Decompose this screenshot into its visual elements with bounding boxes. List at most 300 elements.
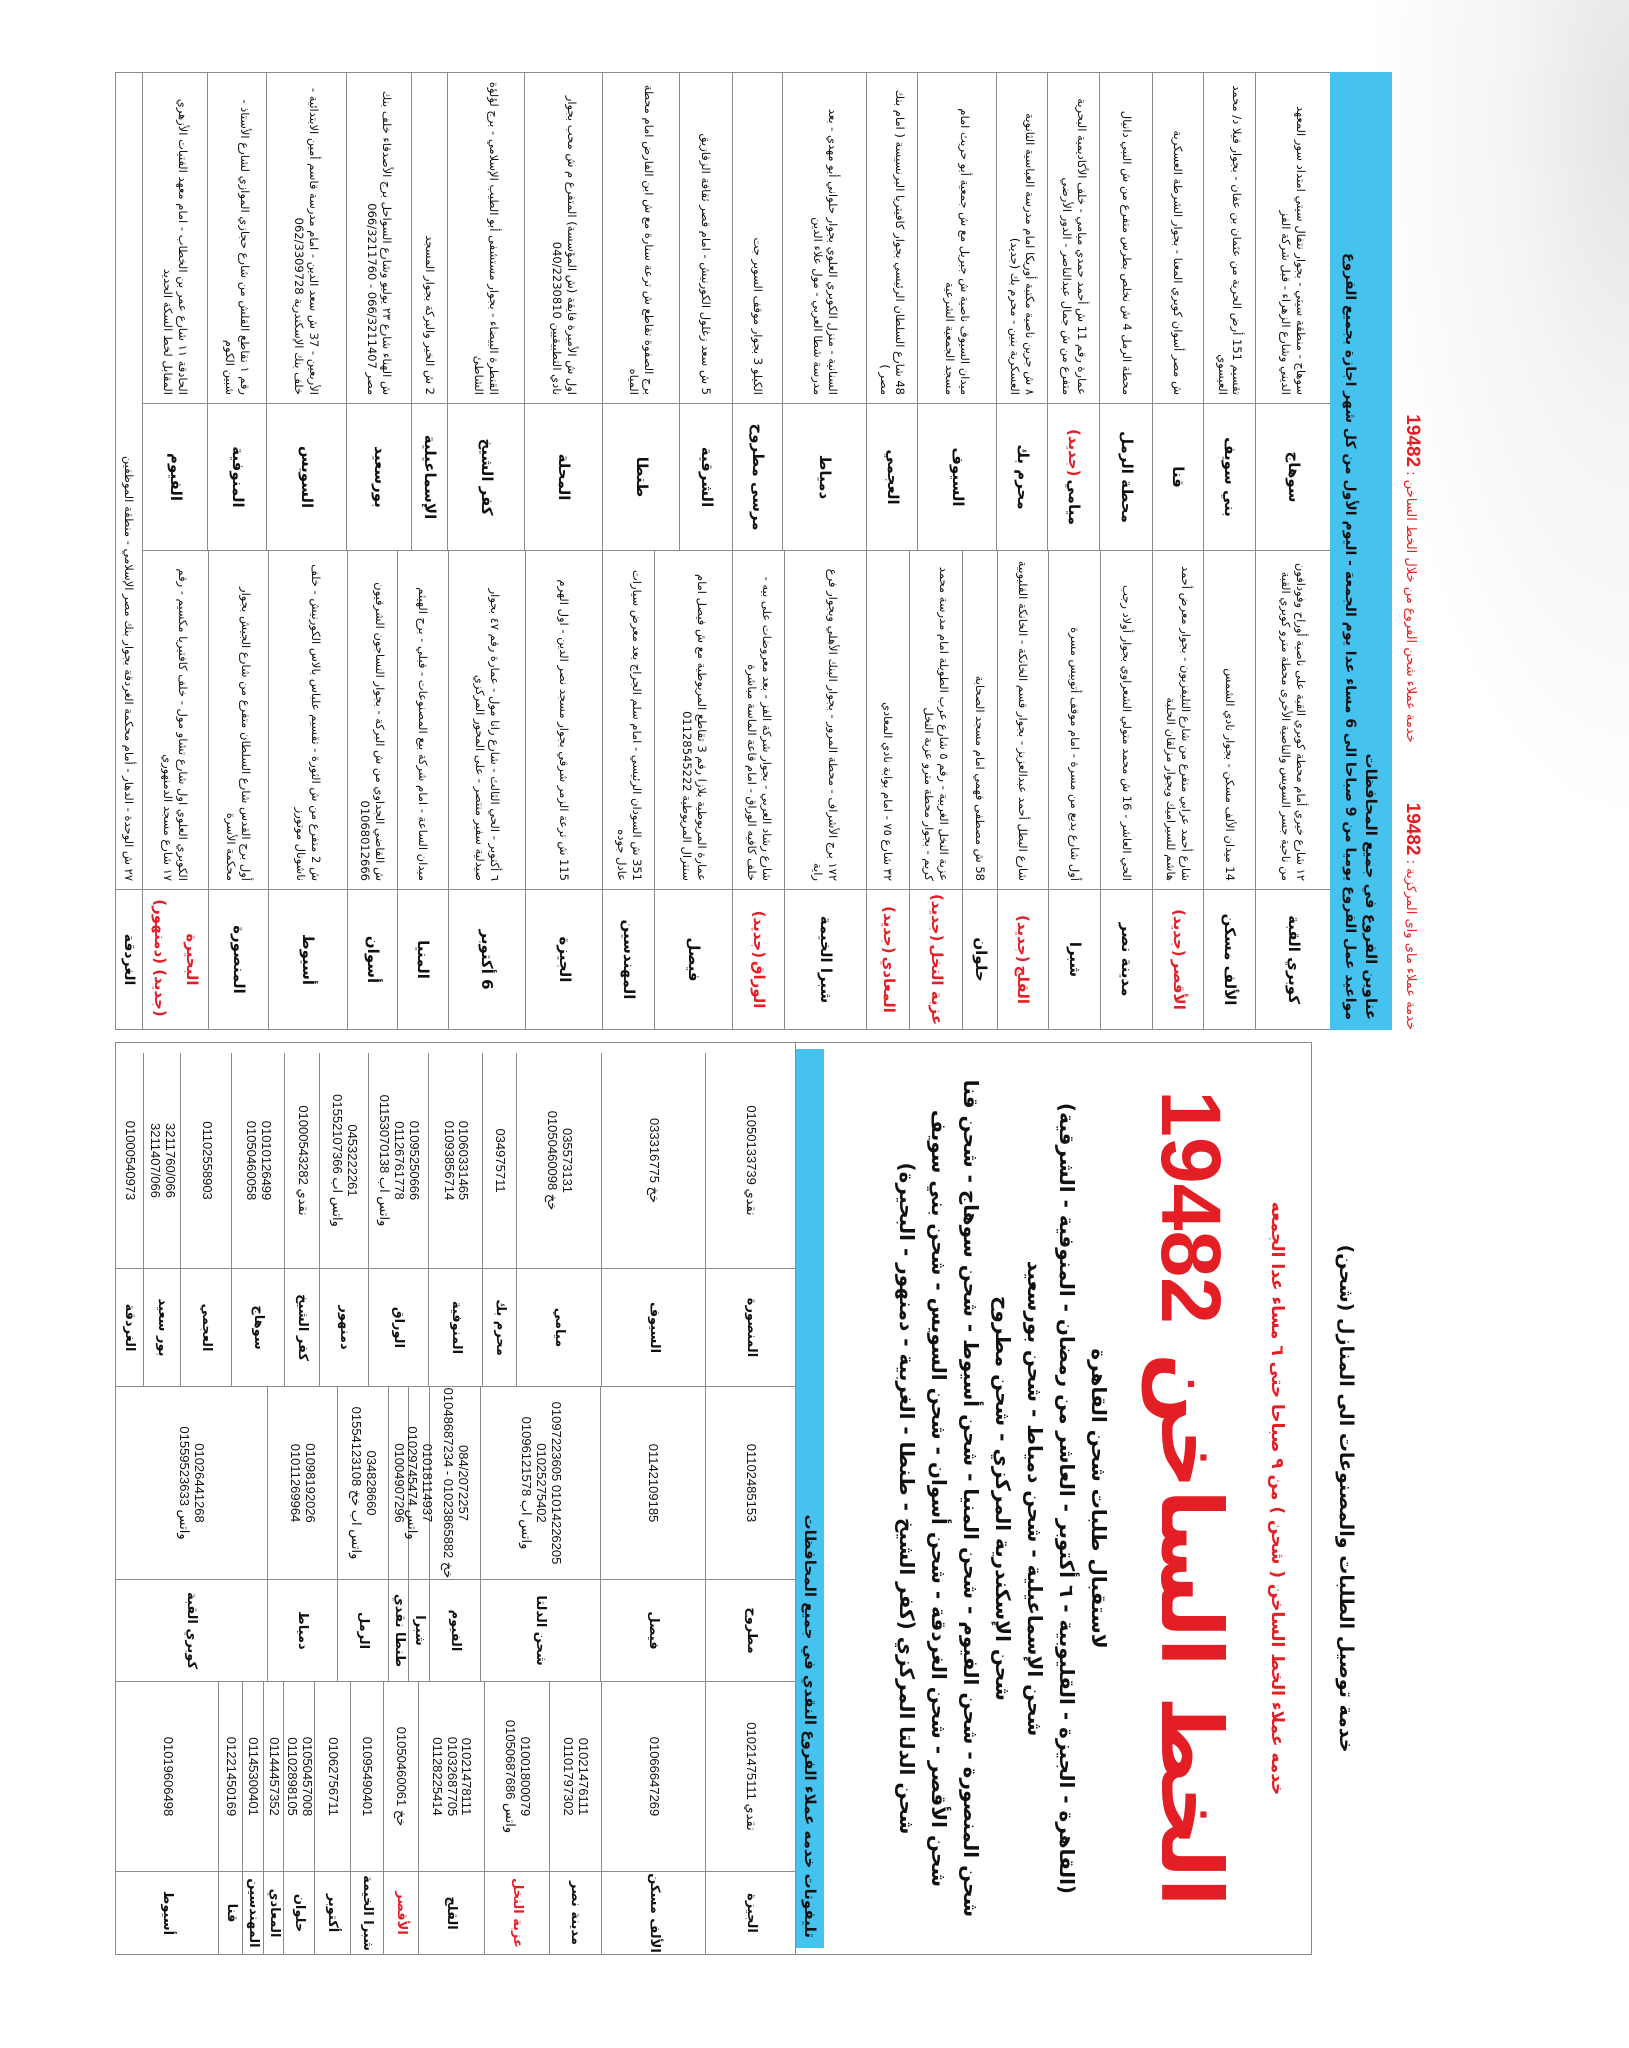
branch-row-last: [115, 72, 142, 1030]
branch-name-cell: [783, 403, 866, 550]
phone-numbers: [369, 1053, 428, 1268]
phone-number[interactable]: خخ 01050460098: [544, 1110, 560, 1211]
branch-name: كفر الشيخ: [477, 438, 496, 516]
branch-name-cell: [867, 889, 909, 1029]
branch-row: [411, 73, 447, 550]
phone-number[interactable]: واتس 01029745474: [405, 1426, 421, 1540]
new-branch-badge: (جديد): [879, 906, 898, 954]
phone-number[interactable]: واتس اب خخ 01554123108: [348, 1406, 364, 1560]
branch-address: محطة الرمل 4 ش نخلص بطرس متفرع من ش النبي دانيال: [1119, 110, 1134, 395]
branch-name-cell: [1204, 403, 1255, 550]
phone-number[interactable]: 01048687234 - 01023865882 خخ: [441, 1387, 457, 1579]
phone-number[interactable]: 01126761778: [391, 1121, 407, 1200]
branch-name-cell: [209, 889, 268, 1029]
branch-address: اول ش الأميرة فايقة (ش المؤسسة) المتفرع م ش محب بجوار نادي التطبيقيين 040/2230810: [549, 95, 579, 395]
branch-address: أول برج القدس شارع السلطان متفرع من شارع الجيش بجوار محكمة الأسرة: [224, 587, 254, 881]
shipping-line: شحن الإسكندرية المركزي - شحن مطروح: [991, 1296, 1015, 1701]
phone-row: [231, 1053, 283, 1386]
phone-number[interactable]: واتس اب 01096121578: [518, 1416, 534, 1550]
branch-name: دمياط: [816, 454, 835, 500]
phone-branch-name: دمياط: [268, 1579, 337, 1681]
branch-row: [266, 73, 346, 550]
phone-row: [116, 1387, 267, 1681]
phone-number[interactable]: 01010126499: [259, 1120, 275, 1201]
phone-number[interactable]: 034828660: [363, 1450, 379, 1516]
phone-row: [284, 1682, 315, 1954]
branch-name: المنصورة: [230, 925, 249, 994]
phone-number[interactable]: 01060331465: [456, 1120, 472, 1201]
branch-name-cell: [1101, 889, 1152, 1029]
delivery-subtitle: خدمه عملاء الخط الساخن ( شحن ) من ٩ صباحا حتى ٦ مساء عدا الجمعه: [1267, 1201, 1287, 1796]
branch-row: [142, 73, 207, 550]
branch-address: تقسيم 151 أرض الحرية من عثمان بن عفان - بجوار فيلا د/ محمد العيسوي: [1215, 85, 1245, 395]
branch-row: [268, 551, 347, 1029]
branch-name: الجيزة: [555, 936, 574, 983]
branch-name: السيوف: [948, 447, 967, 507]
phone-number[interactable]: 01050457008: [300, 1736, 316, 1817]
branch-name: السويس: [298, 445, 317, 509]
phone-number[interactable]: 01000540973: [122, 1120, 138, 1201]
phone-numbers: [706, 1387, 795, 1579]
branch-name-cell: [1204, 889, 1255, 1029]
branch-name: المهندسين: [620, 919, 639, 1000]
branch-address: عمارة المريوطية بلازا رقم 3 تقاطع المريوطية مع ش فيصل امام سنترال المريوطية 01128545222: [679, 574, 709, 881]
phone-numbers: [601, 1387, 705, 1579]
phone-numbers: [430, 1387, 480, 1579]
phone-number[interactable]: 084/2072257: [455, 1445, 471, 1521]
phone-numbers: [144, 1053, 181, 1268]
central-customer-service: [1401, 803, 1423, 1030]
phone-numbers: [384, 1682, 418, 1871]
phone-branch-name: المنصورة: [706, 1268, 795, 1386]
branch-address: 2 ش الخير والبركة بجوار المسجد: [423, 235, 438, 395]
phone-branch-name: الفيوم: [430, 1579, 480, 1681]
phone-number[interactable]: 01102558903: [199, 1121, 215, 1200]
phone-row: [319, 1053, 367, 1386]
branch-row: [909, 551, 962, 1029]
branch-name: العجمي: [883, 449, 902, 505]
shipping-line: شحن الإسماعيلية - شحن دمياط - شحن بورسعيد: [1023, 1260, 1047, 1737]
branch-name: شبرا الخيمة: [817, 915, 836, 1004]
hotline-header: [1397, 72, 1427, 1030]
phones-column: [116, 1386, 795, 1681]
phone-branch-name: قنا: [219, 1871, 242, 1954]
phone-number[interactable]: 01019606498: [160, 1736, 176, 1817]
branch-address: رقم ١ تقاطع القلش من شارع حجازي الموازي لشارع الأستاذ - شبين الكوم: [223, 99, 252, 395]
branch-row: [207, 73, 266, 550]
phone-branch-name: مطروح: [706, 1579, 795, 1681]
branch-phones-table: [116, 1043, 796, 1954]
phone-number[interactable]: 3211760/066: [162, 1123, 178, 1198]
phone-branch-name: بور سعيد: [144, 1268, 181, 1386]
phone-branch-name: فيصل: [601, 1579, 705, 1681]
branch-name-cell: [398, 889, 448, 1029]
phone-number[interactable]: 034975711: [492, 1128, 508, 1193]
branches-hours: مواعيد عمل الفروع يوميا من 9 صباحا الى 6 مساء عدا يوم الجمعة - اليوم الأول من كل شهر اجازة بجميع الفروع: [1342, 253, 1358, 1020]
phone-branch-name: عزبة النخل: [485, 1871, 549, 1954]
phone-row: [143, 1053, 181, 1386]
branch-address: القنطرة البيضاء - بجوار مستشفى أبو الطيب الإسلامي - برج لؤلؤة الشاطئ: [472, 81, 502, 395]
branch-name: بورسعيد: [370, 446, 389, 508]
phone-row: [705, 1387, 795, 1681]
branch-name: الإسماعيلية: [421, 434, 440, 520]
phone-row: [601, 1053, 706, 1386]
branch-address: السنانية - منزل الكوبري العلوي بجوار حلواني أبو مهدي - بعد مدرسة شطا العربي - مول علاء الدين: [810, 108, 840, 395]
phone-number[interactable]: واتس اب 01552107366: [330, 1094, 345, 1227]
branch-address: 5 ش سعد زغلول الكورنيش - امام قصر ثقافة الزقازيق: [699, 133, 714, 395]
branch-name-cell: [910, 889, 962, 1029]
phone-branch-name: مدينة نصر: [550, 1871, 601, 1954]
shipping-line: لاستقبال طلبات شحن القاهرة: [1087, 1348, 1111, 1649]
phone-number[interactable]: 0453222261: [344, 1124, 360, 1197]
phone-number[interactable]: 01021478111: [459, 1737, 475, 1816]
branch-row: [866, 551, 909, 1029]
branch-name: الألف مسكن: [1221, 913, 1240, 1006]
phone-row: [383, 1682, 418, 1954]
phone-branch-name: أكتوبر: [315, 1871, 349, 1954]
branch-name: مرسى مطروح: [749, 423, 768, 531]
branch-name: عزبة النخل: [927, 944, 946, 1026]
phone-branch-name: طنطا نقدي: [389, 1579, 409, 1681]
phone-numbers: [351, 1682, 384, 1871]
branch-name: 6 أكتوبر: [478, 929, 497, 990]
branch-row: [397, 551, 448, 1029]
phone-branch-name: ميامي: [517, 1268, 601, 1386]
branch-row: [602, 551, 654, 1029]
phone-number[interactable]: واتس 01559523633: [177, 1426, 193, 1540]
phone-number[interactable]: خخ 033316775: [646, 1117, 662, 1204]
shipping-areas: [891, 1063, 1115, 1934]
branch-row: [1048, 551, 1100, 1029]
branch-name-cell: [963, 889, 996, 1029]
phone-row: [429, 1387, 480, 1681]
phone-row: [601, 1682, 705, 1954]
phone-row: [705, 1053, 795, 1386]
branch-name: أسوان: [363, 935, 382, 984]
phone-number[interactable]: 01011269964: [288, 1443, 304, 1523]
shipping-line: شحن الدلتا المركزي (كفر الشيخ - طنطا - الغربية - دمنهور - البحيرة): [895, 1162, 919, 1835]
phone-number[interactable]: 01097223605 01014226205: [548, 1401, 564, 1565]
phone-branch-name: السيوف: [602, 1268, 706, 1386]
branch-address: 48 شارع السلطان الرئيسي بجوار كافيتريا البرنسيسة ( امام بنك مصر ): [878, 89, 908, 395]
branch-name-cell: [267, 403, 346, 550]
branch-address: 58 ش مصطفى فهمي امام مسجد الصحابة: [973, 675, 988, 881]
branch-name-cell: [655, 889, 732, 1029]
branch-address: الكوبري العلوي اول شارع تشاو مول - خلف كافتيريا مكسيم - رقم ١٧ شارع مسجد الدمنهوري: [161, 568, 191, 881]
branch-row: [784, 551, 866, 1029]
branch-row: [448, 551, 525, 1029]
hotline-banner: [1142, 1043, 1240, 1954]
phone-numbers: [602, 1053, 706, 1268]
phone-number[interactable]: 01032687705: [444, 1736, 460, 1817]
central-number: 19482: [1402, 802, 1423, 856]
branch-address: ١٧٢ برج الأشراف - محطة المرور - بجوار البنك الأهلي وبجوار فرع راية: [811, 568, 841, 881]
phone-row: [116, 1053, 143, 1386]
phone-branch-name: كوبري القبة: [116, 1579, 267, 1681]
phone-numbers: [243, 1682, 263, 1871]
branch-name: ميامي: [1065, 479, 1084, 525]
branch-row: [1255, 551, 1330, 1029]
branch-row: [346, 73, 411, 550]
phone-numbers: [285, 1682, 315, 1871]
branch-name-cell: [867, 403, 917, 550]
branch-name: المنوفية: [228, 446, 247, 508]
branch-address: ميدان السيوف ناصية ش جبريل مع ش جمعية أبو حريث امام مسجد الجمعية الشرعية: [943, 108, 973, 395]
branch-name: محرم بك: [1013, 444, 1032, 510]
branches-table-right: [142, 550, 1330, 1030]
branch-address: ٦ أكتوبر - الحي الثالث - شارع رانا مول - عمارة رقم ٤٧ بجوار صيدلية سفير منتصر - على المحور المركزي: [472, 588, 502, 881]
branch-shipping-label: خدمة عملاء شحن الفروع من خلال الخط الساخن :: [1403, 471, 1418, 743]
branch-name-cell: [1256, 889, 1330, 1029]
branch-row: [525, 551, 603, 1029]
branch-name-cell: [1256, 403, 1330, 550]
branch-row: [962, 551, 996, 1029]
phone-number[interactable]: 01018114937: [420, 1443, 436, 1523]
branch-address: 14 ميدان الألف مسكن - بجوار نادي الشمس: [1223, 668, 1238, 881]
phone-number[interactable]: 01001800079: [517, 1736, 533, 1817]
phone-number[interactable]: 01221450169: [224, 1736, 240, 1817]
phone-numbers: [264, 1682, 284, 1871]
phone-numbers: [285, 1053, 320, 1268]
branch-row: [996, 73, 1047, 550]
phone-row: [284, 1053, 320, 1386]
phone-branch-name: الأقصر: [384, 1871, 418, 1954]
branch-name-cell: [680, 403, 732, 550]
phone-number[interactable]: 01102898105: [285, 1737, 301, 1816]
phone-number[interactable]: 01026441268: [192, 1443, 208, 1523]
phone-branch-name: المنوفية: [429, 1268, 482, 1386]
phone-number[interactable]: 01004907296: [391, 1443, 407, 1523]
phone-number[interactable]: 01095250666: [406, 1120, 422, 1201]
phone-row: [314, 1682, 349, 1954]
branch-name-cell: [143, 403, 207, 550]
branch-name: الشرقية: [697, 446, 716, 508]
phone-number[interactable]: 01144457352: [267, 1737, 283, 1816]
branch-address: ش مصر أسوان كوبري المعنا - بجوار الشرطة العسكرية: [1171, 130, 1186, 395]
branch-name: المنيا: [414, 940, 433, 979]
branch-address: ٣٢ شارع ٧٥ - امام بوابة نادي المعادي: [881, 701, 896, 881]
branch-name-cell: [208, 403, 266, 550]
phone-numbers: [602, 1682, 705, 1871]
branch-name-cell: [143, 889, 208, 1029]
phone-numbers: [485, 1682, 549, 1871]
phone-number[interactable]: 035573131: [559, 1127, 575, 1194]
phone-number[interactable]: 01095490401: [360, 1736, 376, 1817]
phone-numbers: [481, 1387, 600, 1579]
phone-row: [350, 1682, 384, 1954]
branch-row: [447, 73, 524, 550]
branches-title: عناوين الفروع في جميع المحافظات: [1362, 753, 1380, 1020]
branch-name-cell: [1049, 889, 1100, 1029]
branch-name: الوراق: [750, 961, 769, 1009]
phone-numbers: [517, 1053, 601, 1268]
branch-name-cell: [448, 403, 524, 550]
phone-row: [480, 1387, 600, 1681]
phone-number[interactable]: واتس اب 01153070138: [376, 1094, 392, 1227]
branches-header-band: [1330, 72, 1392, 1030]
phone-row: [180, 1053, 231, 1386]
branch-address: ميدان الساعة - امام شركة بيع المصنوعات - قبلي - برج الهيثم: [416, 587, 431, 881]
branch-name-cell: [998, 889, 1048, 1029]
branch-name: أسيوط: [299, 934, 318, 985]
branch-name-cell: [1153, 889, 1203, 1029]
phone-number[interactable]: خخ 01050460061: [394, 1726, 410, 1827]
phone-row: [116, 1682, 218, 1954]
phone-numbers: [429, 1053, 482, 1268]
phone-number[interactable]: نقدي 01021475111: [744, 1722, 760, 1831]
branch-row: [997, 551, 1048, 1029]
phone-numbers: [268, 1387, 337, 1579]
branch-address: ش الهناء شارع ٢٣ يوليو وشارع السواحل برج الأصدقاء خلف بنك مصر 066/3211407 - 066/3211760: [364, 90, 394, 395]
phone-branch-name: المعادي: [264, 1871, 284, 1954]
phone-number[interactable]: 01062756711: [325, 1737, 341, 1816]
branch-name: الغردقة: [116, 889, 142, 1029]
phone-number[interactable]: 01102485153: [743, 1443, 759, 1523]
branch-address: سوهاج - منطقة سيتي - بجوار نتفال سيتي امتداد سور المعهد الديني وشارع الزهراء - قبل شركة الفز: [1279, 106, 1309, 395]
phone-number[interactable]: نقدي 01050133739: [744, 1105, 760, 1216]
branch-address: شارع أحمد عرابي متفرع من شارع التليفزيون - بجوار معرض أحمد هاشم للسيراميك وبجوار مزلقان الحلبة: [1164, 565, 1194, 881]
branch-name: المعادي: [879, 956, 898, 1013]
phone-numbers: [706, 1053, 795, 1268]
phone-numbers: [550, 1682, 601, 1871]
phone-row: [368, 1053, 428, 1386]
phone-row: [549, 1682, 601, 1954]
branch-address: الكيلو 3 بجوار موقف السوبر جت: [751, 237, 766, 395]
branches-table-left: [142, 72, 1330, 551]
phone-branch-name: حلوان: [285, 1871, 315, 1954]
phone-number[interactable]: 01142109185: [646, 1443, 662, 1523]
branch-name-cell: [525, 403, 602, 550]
phone-number[interactable]: 01098192026: [303, 1443, 319, 1523]
phone-branch-name: سوهاج: [232, 1268, 283, 1386]
phone-branch-name: العجمي: [181, 1268, 231, 1386]
shipping-line: (القاهرة - الجيزة - القليوبية - ٦ أكتوبر - العاشر من رمضان - المنوفية - الشرقية): [1055, 1102, 1079, 1895]
branch-address: ١٢ شارع خيري أمام محطة كوبري القبة على ناصية أوراح وفودافون من ناحية جسر السويس والناصية الأخرى محطة مترو كوبري القبة: [1279, 562, 1309, 881]
phone-number[interactable]: 3211407/066: [147, 1123, 163, 1198]
branch-name: فيصل: [685, 937, 704, 982]
central-label: خدمة عملاء ماى واى المركزية :: [1403, 859, 1418, 1030]
branch-name-cell: [412, 403, 447, 550]
phone-number[interactable]: 01050460058: [244, 1120, 260, 1201]
phone-branch-name: المهندسين: [243, 1871, 263, 1954]
phone-numbers: [405, 1387, 436, 1579]
phone-number[interactable]: 01101797302: [561, 1737, 577, 1816]
phone-row: [600, 1387, 705, 1681]
branch-name: المحلة: [555, 453, 574, 501]
hotline-number: 19482: [1144, 1090, 1238, 1324]
branch-row: [602, 73, 679, 550]
phone-numbers: [706, 1682, 795, 1871]
phone-branch-name: محرم بك: [483, 1268, 516, 1386]
phone-row: [484, 1682, 549, 1954]
branch-row: [1099, 73, 1151, 550]
branch-address: شارع رشاد العربي - بجوار شركة الفز - بعد معروضات على بيه - خلف كافيه الوراق - امام قاعة الماسة مباشرة: [744, 576, 774, 881]
branch-address: الأربعين - 37 ش سعد الدين - امام مدرسة قاسم أمين الابتدائية - خلف بنك الإسكندرية 062/3309728: [292, 87, 322, 395]
shipping-line: شحن المنصورة - شحن الفيوم - شحن المنيا - شحن أسيوط - شحن سوهاج - شحن قنا: [959, 1079, 983, 1918]
branch-address: الحي العاشر - 16 ش محمد متولي الشعراوي بجوار أولاد رجب: [1119, 584, 1134, 881]
phone-numbers: [232, 1053, 283, 1268]
phone-row: [263, 1682, 284, 1954]
branch-name: طنطا: [632, 456, 651, 498]
branch-name-cell: [1048, 403, 1099, 550]
branch-row: [917, 73, 996, 550]
branch-name: شبرا: [1065, 941, 1084, 978]
phone-number[interactable]: 01093856714: [441, 1120, 457, 1201]
branch-address: ش 2 متفرع من ش الثورة - تقسيم علباس بالاس الكورنيش - خلف ناشونال موتورز: [293, 564, 323, 881]
branch-row: [1152, 73, 1203, 550]
branch-name-cell: [526, 889, 603, 1029]
branch-name-cell: [603, 403, 679, 550]
branch-name: الأقصر: [1169, 959, 1188, 1010]
phone-number[interactable]: 01021476111: [576, 1737, 592, 1816]
branch-row: [1203, 73, 1255, 550]
phone-number[interactable]: نقدي 01000543282: [295, 1105, 311, 1216]
branch-name: بني سويف: [1221, 437, 1240, 517]
branch-name-cell: [785, 889, 866, 1029]
branch-name-cell: [1100, 403, 1151, 550]
phone-branch-name: شبرا: [409, 1579, 429, 1681]
phones-column: [116, 1053, 795, 1386]
phone-number[interactable]: 01145300401: [246, 1737, 262, 1816]
phone-numbers: [389, 1387, 409, 1579]
branch-row: [347, 551, 397, 1029]
branch-row: [1255, 73, 1330, 550]
branch-name: قنا: [1169, 466, 1188, 488]
branch-name-cell: [733, 403, 782, 550]
branch-row: [1152, 551, 1203, 1029]
phone-number[interactable]: 01128225414: [429, 1737, 445, 1816]
branch-shipping-number: 19482: [1402, 414, 1423, 468]
branch-name-cell: [269, 889, 347, 1029]
branch-row: [732, 73, 782, 550]
phone-number[interactable]: 01066647269: [647, 1736, 663, 1817]
new-branch-badge: (جديد): [1169, 909, 1188, 957]
branch-row: [732, 551, 784, 1029]
branch-address: عزبة النخل الغربية - رقم ٥ شارع عرب الطويلة امام مدرسة محمد كريم - بجوار محطة مترو عزبة النخل: [922, 566, 952, 881]
phone-row: [418, 1682, 484, 1954]
branch-row: [524, 73, 602, 550]
phone-branch-name: أسيوط: [116, 1871, 218, 1954]
phone-row: [482, 1053, 516, 1386]
branch-name: البحيرة: [183, 933, 202, 986]
branch-name: مدينة نصر: [1118, 922, 1137, 997]
phone-numbers: [181, 1053, 231, 1268]
shipping-line: شحن الأقصر - شحن الغردقة - شحن أسوان - شحن السويس - شحن بني سويف: [927, 1109, 951, 1888]
branch-name-cell: [997, 403, 1047, 550]
phone-number[interactable]: واتس 01050687686: [502, 1719, 518, 1834]
branch-row: [782, 73, 866, 550]
phone-branch-name: دمنهور: [320, 1268, 367, 1386]
branch-row: [1203, 551, 1255, 1029]
phone-number[interactable]: 01025275402: [533, 1443, 549, 1523]
branch-name-cell: [733, 889, 784, 1029]
branch-name: كوبري القبة: [1284, 915, 1303, 1004]
phones-column: [116, 1681, 795, 1954]
phone-branch-name: الجيزة: [706, 1871, 795, 1954]
branch-row: [1100, 551, 1152, 1029]
branch-row: [654, 551, 732, 1029]
branch-name: الفيوم: [166, 452, 185, 502]
phone-numbers: [315, 1682, 349, 1871]
branch-address: ٢٧ ش الوحدة - الدهار - أمام محكمة الغردقة بجوار بنك مصر الإسلامي - منطقة الموظفين: [122, 455, 137, 881]
phone-numbers: [320, 1053, 367, 1268]
phone-row: [267, 1387, 337, 1681]
branch-address: 351 ش السودان الرئيسي - امام سلم الجراج بعد معرض سيارات عادل جوده: [614, 569, 644, 881]
delivery-title: خدمة توصيل الطلبات والمصنوعات الى المنازل (شحن): [1335, 1244, 1357, 1753]
new-branch-badge: (جديد): [750, 910, 769, 959]
phone-row: [337, 1387, 388, 1681]
branch-address: أول شارع بديع من مسرة - امام موقف أتوبيس مسرة: [1067, 627, 1082, 881]
